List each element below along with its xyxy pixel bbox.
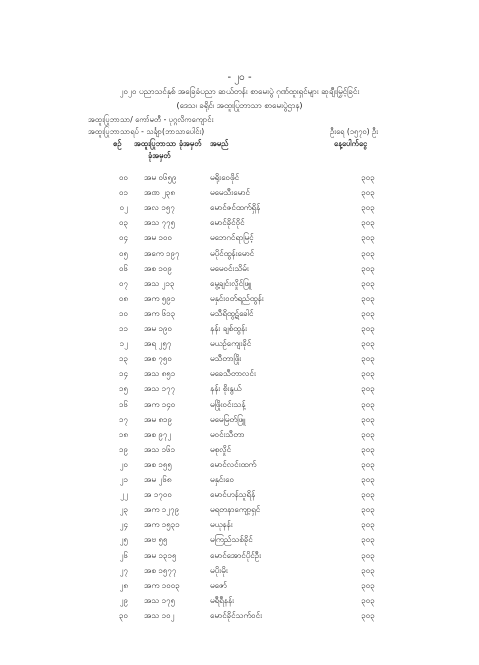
row-name: မသီရိထွဋ်ခေါင် [210,308,254,318]
row-serial: ၂၄ [119,520,128,530]
total-count-label: ဦးရေ (၁၅၇၀) ဦး [330,127,379,136]
table-row [0,172,479,187]
row-amount: ၃၀၃ [361,610,375,620]
row-amount: ၃၀၃ [361,263,375,273]
row-serial: ၁၇ [119,414,128,424]
row-amount: ၃၀၃ [361,565,375,575]
row-amount: ၃၀၃ [361,520,375,530]
row-serial: ၂၁ [119,475,128,484]
row-name: မဝင်းသီတာ [210,429,245,439]
header-name: အမည် [210,139,229,148]
table-row [0,610,479,625]
row-code: အစ ၁၅၅ [144,459,172,469]
row-serial: ၁၈ [118,429,128,439]
row-serial: ၀၆ [119,263,128,273]
row-serial: ၀၈ [118,293,128,303]
header-code-sub: ခုံအမှတ် [148,151,171,160]
table-row [0,489,479,504]
row-name: မသီတာဖြိုး [210,354,242,364]
table-row [0,399,479,414]
table-row [0,519,479,534]
row-code: အသ ၁၆၁ [144,444,176,454]
row-name: မွေ့ချင်းလှိုင်ဖြူ [210,278,252,288]
row-name: မောင်ခိုင်ဝိုင် [210,218,245,228]
row-serial: ၁၆ [119,399,128,409]
table-row [0,595,479,610]
table-row [0,444,479,459]
row-serial: ၀၁ [119,188,128,198]
row-amount: ၃၀၃ [361,580,375,590]
row-name: မဇော် [210,580,227,590]
row-code: အမ ၂၆၈ [144,475,172,484]
row-code: အစ ၁၀၉ [144,263,172,273]
row-code: အစ ၇၅၀ [144,354,172,364]
row-name: မမေသီးမောင် [210,188,250,198]
row-amount: ၃၀၃ [361,505,375,515]
row-code: အကေ ၁၉၇ [144,248,180,258]
row-amount: ၃၀၃ [361,173,375,182]
document-title: ၂၀၂၀ ပညာသင်နှစ် အခြေခံပညာ ဆယ်တန်း စာမေးပွဲ ဂုဏ်ထူးရှင်များ ဆုချီးမြှင့်ခြင်း [119,87,360,96]
row-code: အသ ၁၀၂ [144,610,175,620]
row-serial: ၁၂ [119,339,128,349]
row-serial: ၀၂ [119,203,128,213]
row-amount: ၃၀၃ [361,414,375,424]
row-amount: ၃၀၃ [361,490,375,500]
row-code: အက ၆၁၃ [144,308,176,318]
row-code: အစ ၉၇၂ [144,429,172,439]
row-serial: ၁၃ [119,354,128,364]
row-amount: ၃၀၃ [361,535,375,545]
row-name: မစုလှိုင် [210,444,232,454]
row-name: မရိုးဝေဖိုင် [210,173,240,182]
row-amount: ၃၀၃ [361,384,375,394]
row-code: အစ ၁၅၇၇ [144,565,177,575]
row-amount: ၃၀၃ [361,444,375,454]
row-name: မောင်လင်းထက် [210,459,257,469]
row-amount: ၃၀၃ [361,324,375,333]
table-row [0,323,479,338]
row-serial: ၂၈ [119,580,128,590]
header-amount: နေ့ပေါက်ငွေ [334,139,368,148]
row-amount: ၃၀၃ [361,369,375,379]
row-name: မောင်ဇင်ထက်ရှိန် [210,203,261,213]
row-serial: ၁၀ [119,308,128,318]
row-code: အမ ၀၆၅၉ [144,173,177,182]
row-name: မနှင်းဝေ [210,475,235,484]
row-serial: ၃၀ [119,610,128,620]
row-code: အက ၁၀၀၃ [144,580,180,590]
table-row [0,565,479,580]
row-name: မခေသီတာလင်း [210,369,256,379]
row-code: အက ၁၂၇၉ [144,505,180,515]
row-serial: ၁၁ [119,324,128,333]
table-row [0,368,479,383]
row-amount: ၃၀၃ [361,550,375,560]
table-row [0,534,479,549]
row-name: နန်း စိုးနွယ် [210,384,242,394]
row-name: မောင်ခိုင်သက်ဝင်း [210,610,263,620]
table-row [0,580,479,595]
row-name: မဘေဂင်ရာမြင့် [210,233,254,243]
row-amount: ၃၀၃ [361,595,375,605]
row-code: အ ၁၇၀၀ [144,490,172,500]
row-serial: ၂၉ [119,595,128,605]
row-serial: ၀၃ [119,218,128,228]
table-row [0,202,479,217]
row-amount: ၃၀၃ [361,188,375,198]
table-row [0,308,479,323]
table-row [0,504,479,519]
row-code: အသ ၁၇၇ [144,384,176,394]
table-row [0,293,479,308]
table-row [0,232,479,247]
row-amount: ၃၀၃ [361,429,375,439]
row-amount: ၃၀၃ [361,475,375,484]
row-code: အက ၁၄၀ [144,399,176,409]
row-serial: ၀၄ [119,233,128,243]
row-serial: ၁၅ [119,384,128,394]
row-serial: ၂၅ [119,535,128,545]
row-amount: ၃၀၃ [361,339,375,349]
table-row [0,217,479,232]
table-row [0,414,479,429]
subject-label: အထူးပြုဘာသာရပ် - သင်္ချာ(ဘာသာပေါင်း) [88,127,205,136]
row-code: အမ ၁၀၀ [144,233,172,243]
row-serial: ၂၃ [119,505,128,515]
table-row [0,187,479,202]
table-row [0,459,479,474]
row-amount: ၃၀၃ [361,459,375,469]
row-code: အမ ၁၃၁၅ [144,550,177,560]
row-code: အလ ၁၅၇ [144,203,175,213]
row-serial: ၂၆ [119,550,128,560]
row-serial: ၀၇ [119,278,128,288]
row-name: မမေမြတ်ဖြူ [210,414,246,424]
row-code: အဗ ၅၅ [144,535,168,545]
row-serial: ၂၂ [120,490,128,500]
row-name: မပိုးမိုး [210,565,228,575]
row-amount: ၃၀၃ [361,248,375,258]
row-name: မဖြိုးဝင်းသန့် [210,399,246,409]
row-code: အသ ၇၇၅ [144,218,176,228]
row-code: အဏ ၂၃၈ [144,188,175,198]
row-name: မမေဝင်းသိမ်း [210,263,249,273]
row-serial: ၂၇ [119,565,128,575]
row-code: အသ ၈၅၁ [144,369,176,379]
table-row [0,474,479,489]
row-amount: ၃၀၃ [361,278,375,288]
row-amount: ၃၀၃ [361,203,375,213]
row-name: မယဉ်ကျေးခိုင် [210,339,252,349]
row-name: မပိုင်ထွန်းမောင် [210,248,255,258]
table-row [0,353,479,368]
row-amount: ၃၀၃ [361,399,375,409]
row-amount: ၃၀၃ [361,354,375,364]
row-name: မောင်အောင်ပိုင်ဦး [210,550,262,560]
row-name: မနှင်းဝတ်ရည်ထွန်း [210,293,264,303]
category-label: အထူးပြုဘာသာ/ ကော်မတီ - ပုဂ္ဂလိကကျောင်း [88,115,214,124]
row-name: မကြည်သစ်ခိုင် [210,535,253,545]
page-number: - ၂၀ - [227,72,252,83]
row-name: မောင်ဟန်သူရိန် [210,490,256,500]
row-name: မယုနန်း [210,520,233,530]
table-row [0,248,479,263]
header-serial: စဉ် [113,139,122,148]
row-amount: ၃၀၃ [361,233,375,243]
row-name: မရီရီနန်း [210,595,235,605]
row-amount: ၃၀၃ [361,293,375,303]
row-code: အမ ၁၉၀ [144,324,172,333]
row-code: အက ၅၉၁ [144,293,176,303]
row-name: နန်း ချစ်ထွန်း [210,324,248,333]
row-serial: ၂၀ [119,459,128,469]
table-row [0,278,479,293]
table-row [0,263,479,278]
document-subtitle: (ဒေသ၊ ခရိုင်၊ အထူးပြုဘာသာ စာမေးပွဲဌာန) [176,101,303,110]
row-code: အသ ၂၁၃ [144,278,175,288]
row-serial: ၁၉ [119,444,128,454]
row-name: မရတနာကျော့ရှင် [210,505,261,515]
table-row [0,429,479,444]
row-code: အရ ၂၅၇ [144,339,172,349]
row-amount: ၃၀၃ [361,218,375,228]
row-serial: ၀၅ [119,248,128,258]
table-row [0,383,479,398]
table-row [0,550,479,565]
row-serial: ၀၀ [119,173,128,182]
row-amount: ၃၀၃ [361,308,375,318]
row-serial: ၁၄ [119,369,128,379]
row-code: အက ၁၅၃၁ [144,520,180,530]
table-row [0,338,479,353]
row-code: အမ ၈၁၉ [144,414,173,424]
header-code: အထူးပြုဘာသာ ခုံအမှတ် [134,139,202,148]
row-code: အသ ၁၇၅ [144,595,176,605]
